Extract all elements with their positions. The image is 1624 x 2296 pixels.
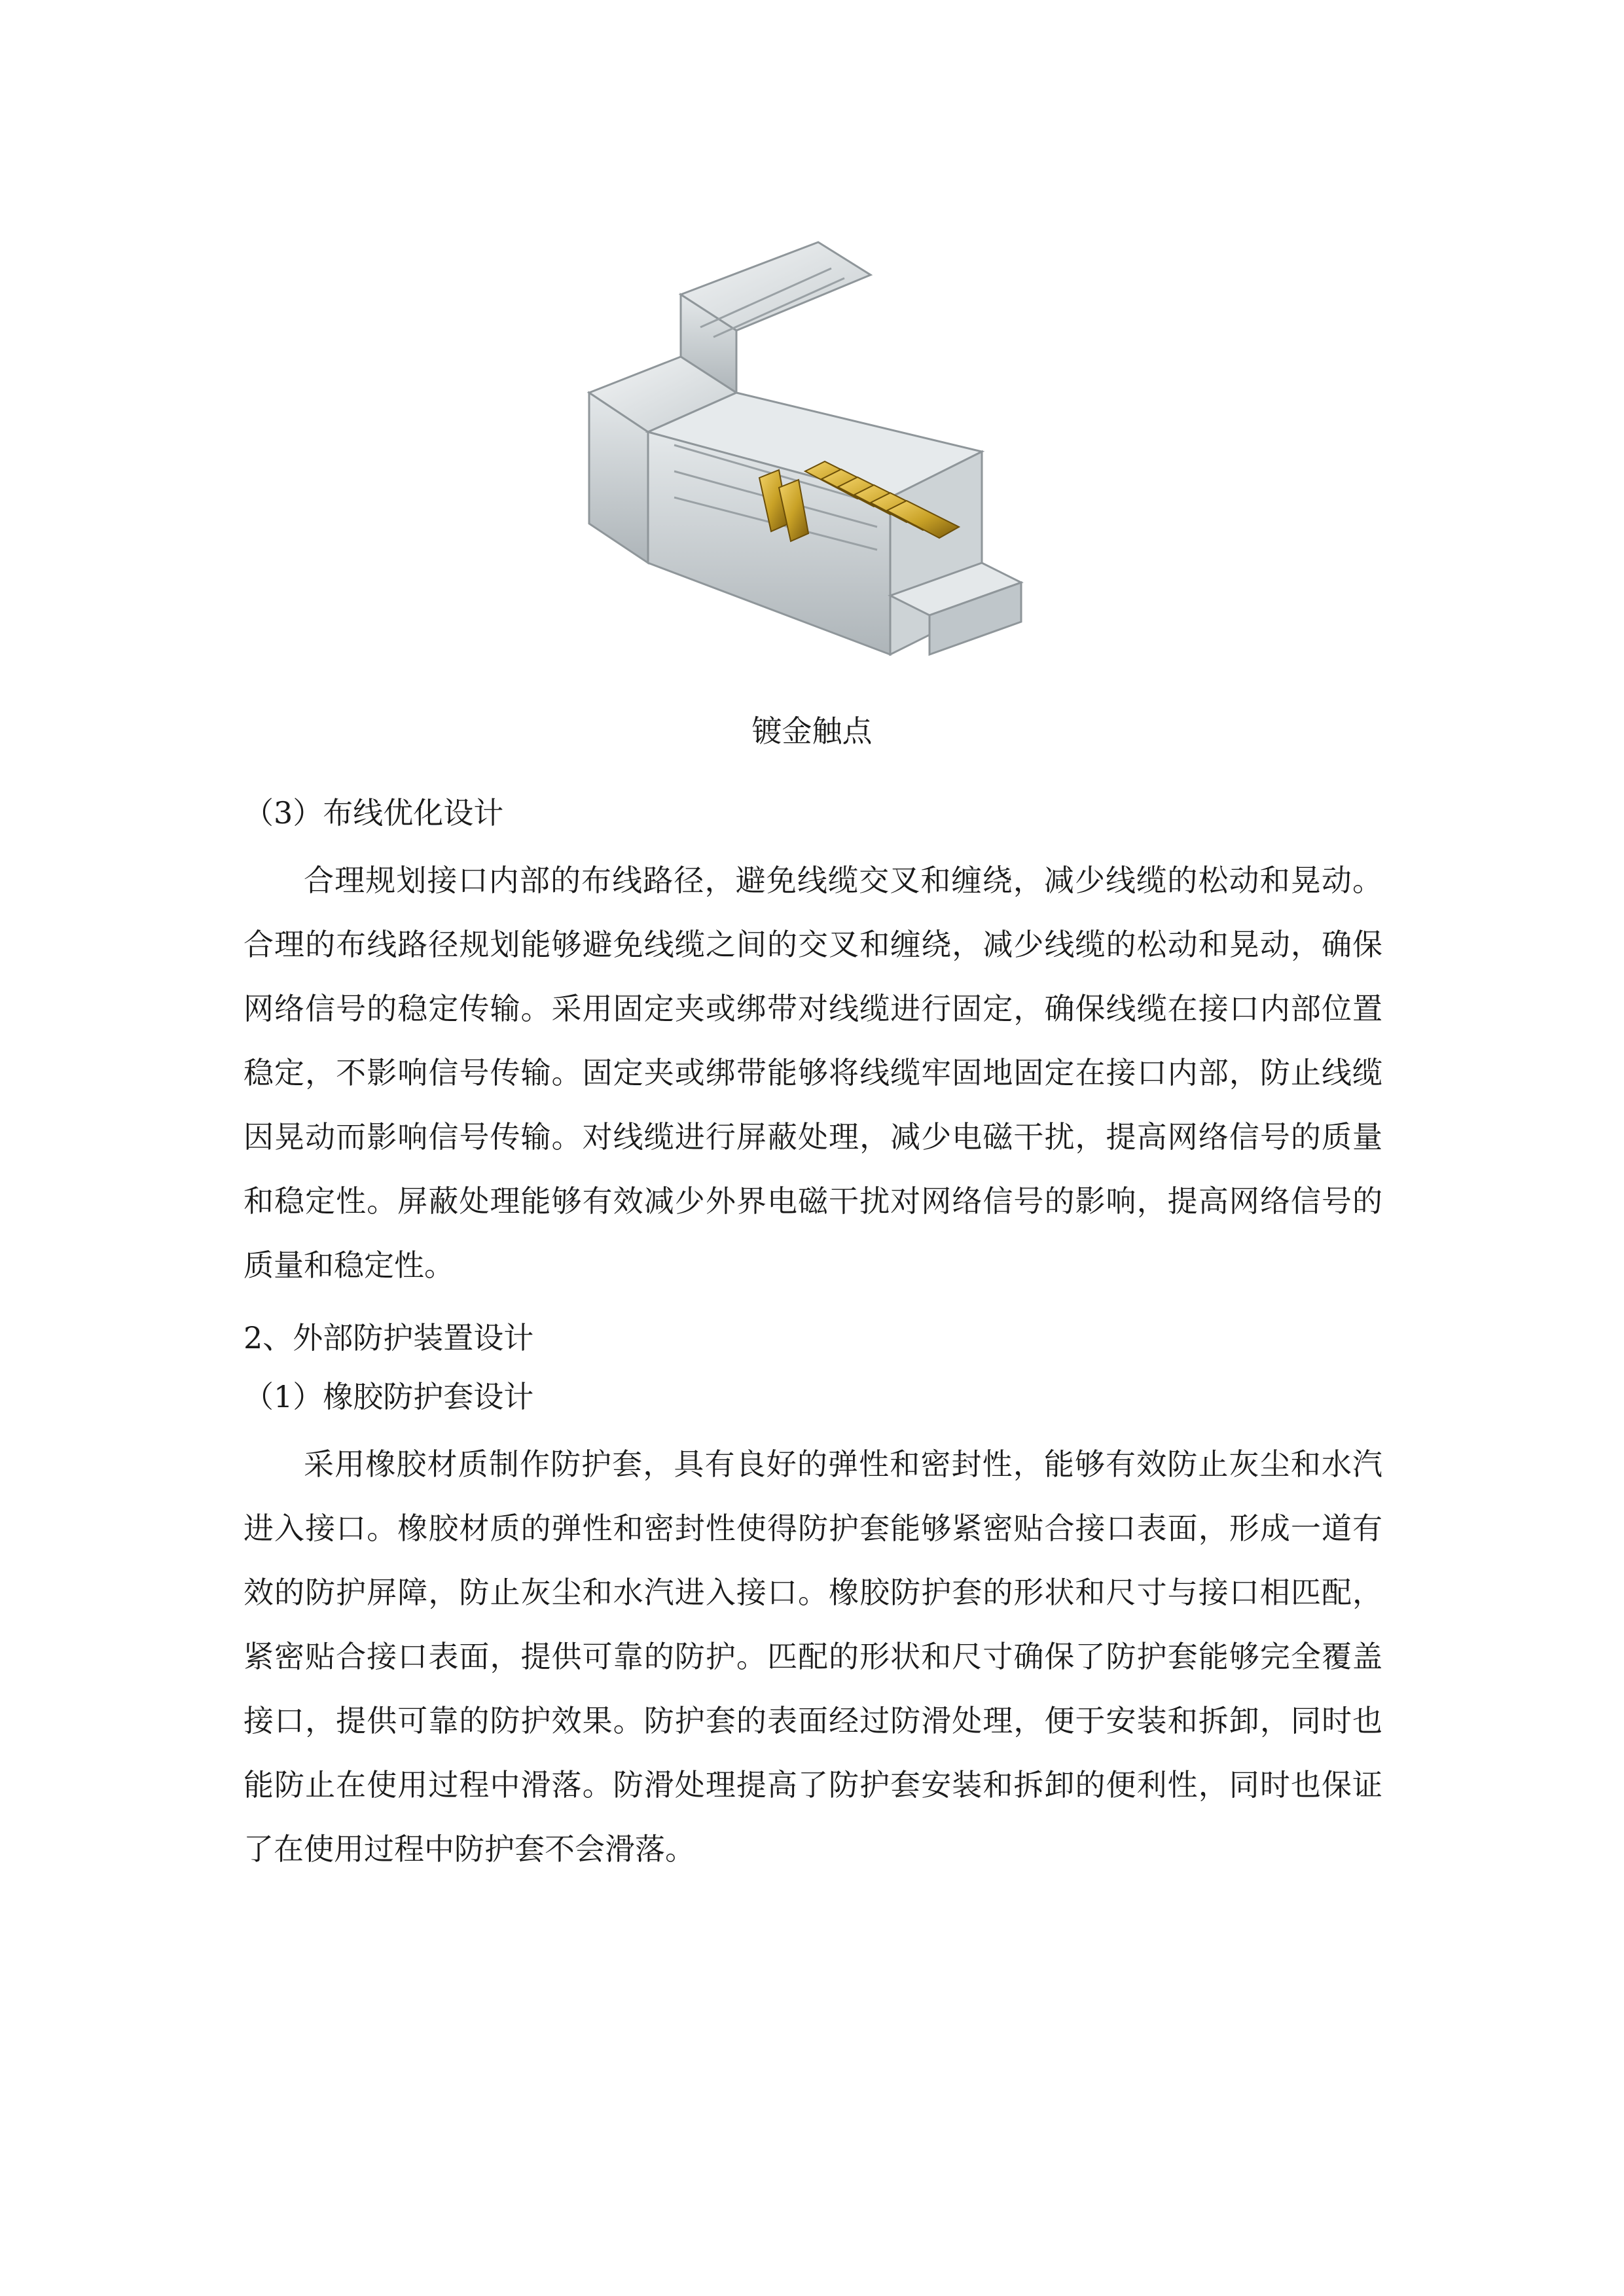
paragraph-wiring: 合理规划接口内部的布线路径，避免线缆交叉和缠绕，减少线缆的松动和晃动。合理的布线路径规划能够避免线缆之间的交叉和缠绕，减少线缆的松动和晃动，确保网络信号的稳定传输。采用固定夹或绑带对线缆进行固定，确保线缆在接口内部位置稳定，不影响信号传输。固定夹或绑带能够将线缆牢固地固定在接口内部，防止线缆因晃动而影响信号传输。对线缆进行屏蔽处理，减少电磁干扰，提高网络信号的质量和稳定性。屏蔽处理能够有效减少外界电磁干扰对网络信号的影响，提高网络信号的质量和稳定性。 [244,863,1382,1283]
rj45-connector-image [563,196,1060,668]
paragraph-rubber-cover: 采用橡胶材质制作防护套，具有良好的弹性和密封性，能够有效防止灰尘和水汽进入接口。橡胶材质的弹性和密封性使得防护套能够紧密贴合接口表面，形成一道有效的防护屏障，防止灰尘和水汽进入接口。橡胶防护套的形状和尺寸与接口相匹配，紧密贴合接口表面，提供可靠的防护。匹配的形状和尺寸确保了防护套能够完全覆盖接口，提供可靠的防护效果。防护套的表面经过防滑处理，便于安装和拆卸，同时也能防止在使用过程中滑落。防滑处理提高了防护套安装和拆卸的便利性，同时也保证了在使用过程中防护套不会滑落。 [244,1446,1382,1867]
document-body [244,792,1382,1881]
figure-caption: 镀金触点 [751,713,873,749]
section-heading-wiring: （3）布线优化设计 [244,795,504,831]
section-heading-external-protection: 2、外部防护装置设计 [244,1320,534,1355]
section-heading-rubber-cover: （1）橡胶防护套设计 [244,1379,534,1414]
